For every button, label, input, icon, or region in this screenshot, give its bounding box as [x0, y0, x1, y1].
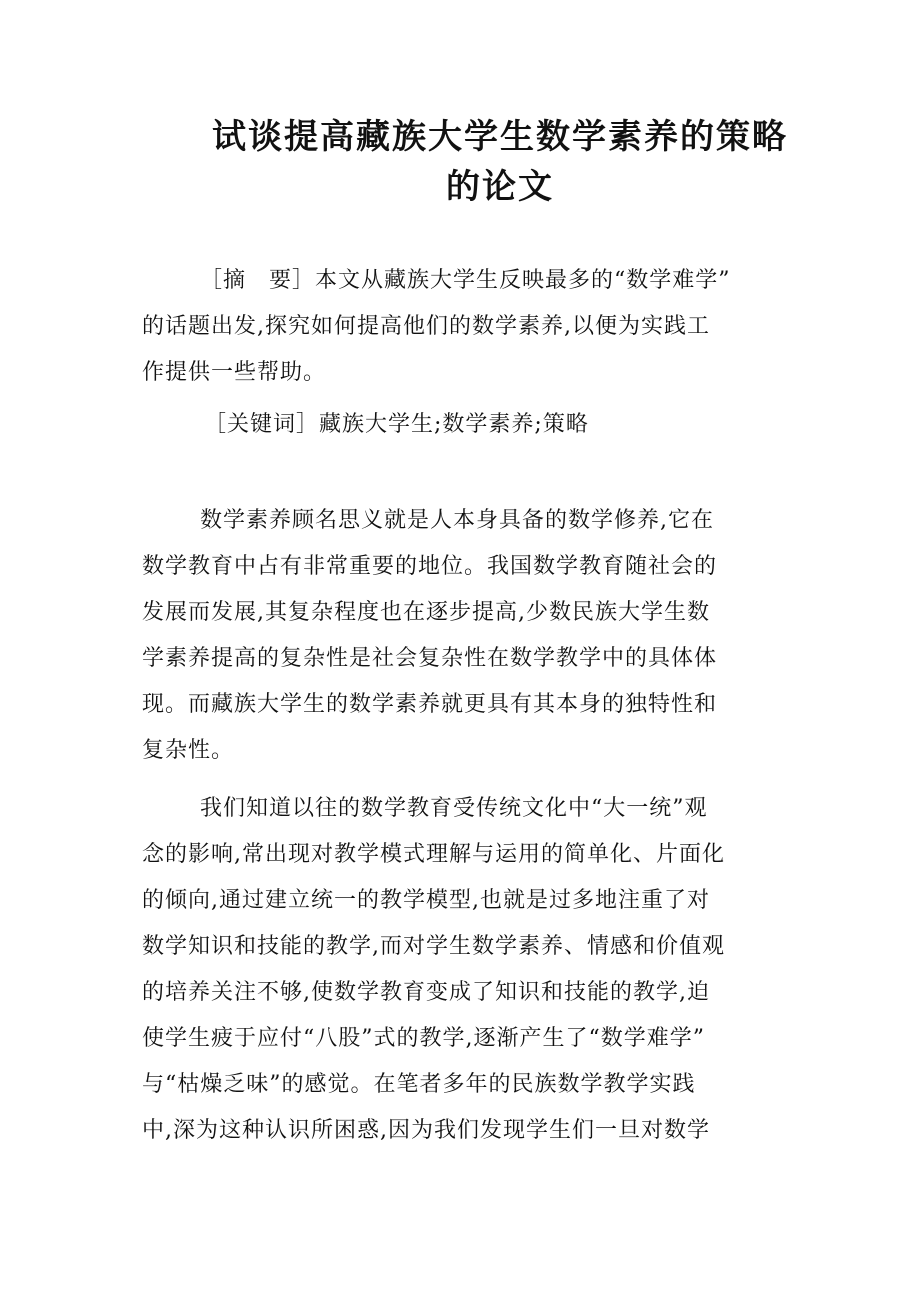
- paragraph-line: 发展而发展,其复杂程度也在逐步提高,少数民族大学生数: [142, 600, 710, 625]
- paragraph-line: 数学素养顾名思义就是人本身具备的数学修养,它在: [200, 508, 714, 533]
- abstract: [142, 258, 792, 396]
- paragraph-line: 学素养提高的复杂性是社会复杂性在数学教学中的具体体: [142, 646, 718, 671]
- paragraph-line: 中,深为这种认识所困惑,因为我们发现学生们一旦对数学: [142, 1118, 710, 1143]
- keywords: [142, 402, 792, 448]
- paragraph-line: 复杂性。: [142, 738, 235, 763]
- paragraph-1: [142, 498, 792, 774]
- document-title-line-2: 的论文: [446, 167, 554, 207]
- document-title-line-1: 试谈提高藏族大学生数学素养的策略: [212, 117, 788, 157]
- keywords-line: ［关键词］藏族大学生;数学素养;策略: [204, 412, 589, 437]
- paragraph-line: 我们知道以往的数学教育受传统文化中“大一统”观: [200, 796, 708, 821]
- abstract-line: 的话题出发,探究如何提高他们的数学素养,以便为实践工: [142, 314, 710, 339]
- paragraph-line: 数学教育中占有非常重要的地位。我国数学教育随社会的: [142, 554, 718, 579]
- paragraph-line: 现。而藏族大学生的数学素养就更具有其本身的独特性和: [142, 692, 718, 717]
- paragraph-2: [142, 786, 792, 1154]
- abstract-line: ［摘 要］本文从藏族大学生反映最多的“数学难学”: [200, 268, 731, 293]
- paragraph-line: 与“枯燥乏味”的感觉。在笔者多年的民族数学教学实践: [142, 1072, 696, 1097]
- paragraph-line: 的倾向,通过建立统一的教学模型,也就是过多地注重了对: [142, 888, 710, 913]
- paragraph-line: 使学生疲于应付“八股”式的教学,逐渐产生了“数学难学”: [142, 1026, 705, 1051]
- paragraph-line: 数学知识和技能的教学,而对学生数学素养、情感和价值观: [142, 934, 725, 959]
- paragraph-line: 念的影响,常出现对教学模式理解与运用的简单化、片面化: [142, 842, 725, 867]
- abstract-line: 作提供一些帮助。: [142, 360, 327, 385]
- paragraph-line: 的培养关注不够,使数学教育变成了知识和技能的教学,迫: [142, 980, 710, 1005]
